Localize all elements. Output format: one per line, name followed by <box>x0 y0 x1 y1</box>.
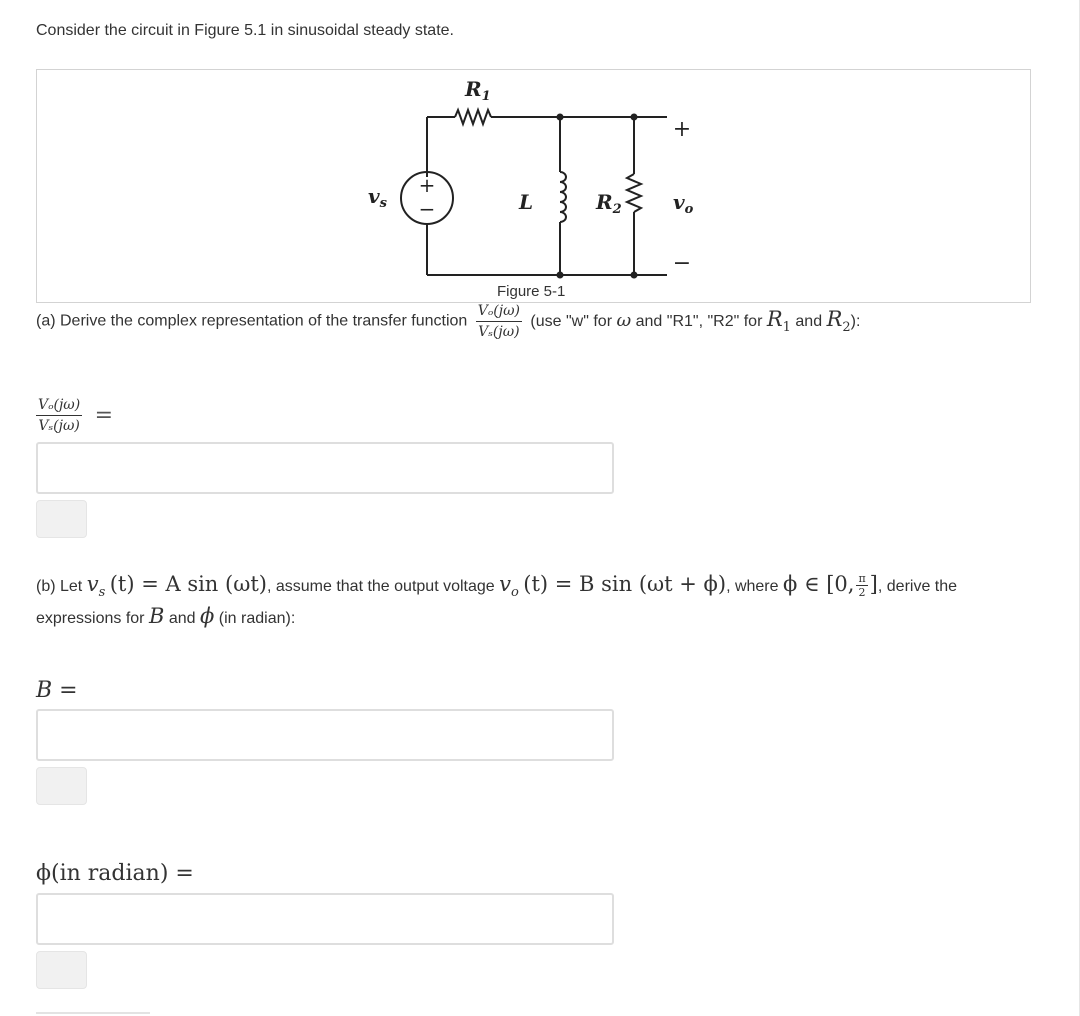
answer-a-equals: = <box>94 403 114 428</box>
vo-minus: − <box>672 251 692 276</box>
answer-a-label <box>36 396 113 435</box>
label-vs: $v_s$ <box>368 184 387 211</box>
part-a-suffix-2: and "R1", "R2" for <box>635 313 763 331</box>
part-a-question <box>36 302 860 341</box>
node-bottom-l <box>557 272 564 279</box>
phi-symbol: ϕ <box>200 604 215 628</box>
node-top-r2 <box>631 114 638 121</box>
part-b-prefix: (b) Let <box>36 578 83 595</box>
part-a-and: and <box>795 313 823 331</box>
b-answer-input[interactable] <box>36 709 614 761</box>
vs-expression: $v_s$ <box>86 572 106 601</box>
r1-symbol: $R_1$ <box>766 307 791 336</box>
r2-symbol: $R_2$ <box>826 307 851 336</box>
part-a-suffix-3: ): <box>850 313 861 331</box>
part-b-question-line2 <box>36 604 295 628</box>
part-b-end: , derive the <box>877 578 958 595</box>
answer-a-num: Vₒ(jω) <box>36 396 82 416</box>
phi-range: ϕ ∈ [0, $\frac{\pi}{2}$ ] <box>782 572 878 599</box>
label-r2: $R_2$ <box>596 190 622 217</box>
b-symbol: B <box>148 604 165 628</box>
label-r1: $R_1$ <box>465 77 491 104</box>
check-answer-b-button[interactable] <box>36 767 87 805</box>
intro-text: Consider the circuit in Figure 5.1 in sinusoidal steady state. <box>36 22 454 39</box>
inductor-l <box>560 172 566 222</box>
transfer-num: Vₒ(jω) <box>476 302 522 322</box>
circuit-figure <box>36 69 1031 303</box>
node-bottom-r2 <box>631 272 638 279</box>
part-b-where: , where <box>726 578 779 595</box>
transfer-function-input[interactable] <box>36 442 614 494</box>
resistor-r1 <box>455 110 491 124</box>
b-answer-label: B = <box>36 678 78 703</box>
label-l: L <box>519 190 534 214</box>
part-a-prefix: (a) Derive the complex representation of the transfer function <box>36 312 468 330</box>
check-answer-a-button[interactable] <box>36 500 87 538</box>
vo-plus: + <box>672 117 692 142</box>
check-answer-phi-button[interactable] <box>36 951 87 989</box>
node-top-l <box>557 114 564 121</box>
part-b-line2-start: expressions for <box>36 610 145 627</box>
phi-answer-input[interactable] <box>36 893 614 945</box>
vo-expression: $v_o$ <box>499 572 519 601</box>
answer-a-fraction <box>36 396 82 435</box>
phi-answer-label: ϕ(in radian) = <box>36 861 194 886</box>
omega-symbol: ω <box>616 310 632 332</box>
label-vo: $v_o$ <box>673 190 694 217</box>
answer-a-den: Vₛ(jω) <box>38 418 80 434</box>
part-a-instructions <box>530 307 861 336</box>
part-b-line2-end: (in radian): <box>218 610 296 627</box>
transfer-den: Vₛ(jω) <box>478 324 520 340</box>
source-minus: − <box>418 197 436 221</box>
part-b-line2-and: and <box>168 610 196 627</box>
figure-caption: Figure 5-1 <box>497 283 566 300</box>
circuit-diagram <box>37 70 1030 302</box>
vs-expression-rest: (t) = A sin (ωt) <box>109 572 267 596</box>
resistor-r2 <box>627 174 641 212</box>
part-b-question-line1 <box>36 572 957 600</box>
source-plus: + <box>418 173 436 197</box>
vo-expression-rest: (t) = B sin (ωt + ϕ) <box>523 572 727 596</box>
bottom-divider <box>36 1012 150 1014</box>
part-a-transfer-fraction <box>476 302 522 341</box>
part-b-mid: , assume that the output voltage <box>266 578 495 595</box>
part-a-suffix-1: (use "w" for <box>530 313 613 331</box>
